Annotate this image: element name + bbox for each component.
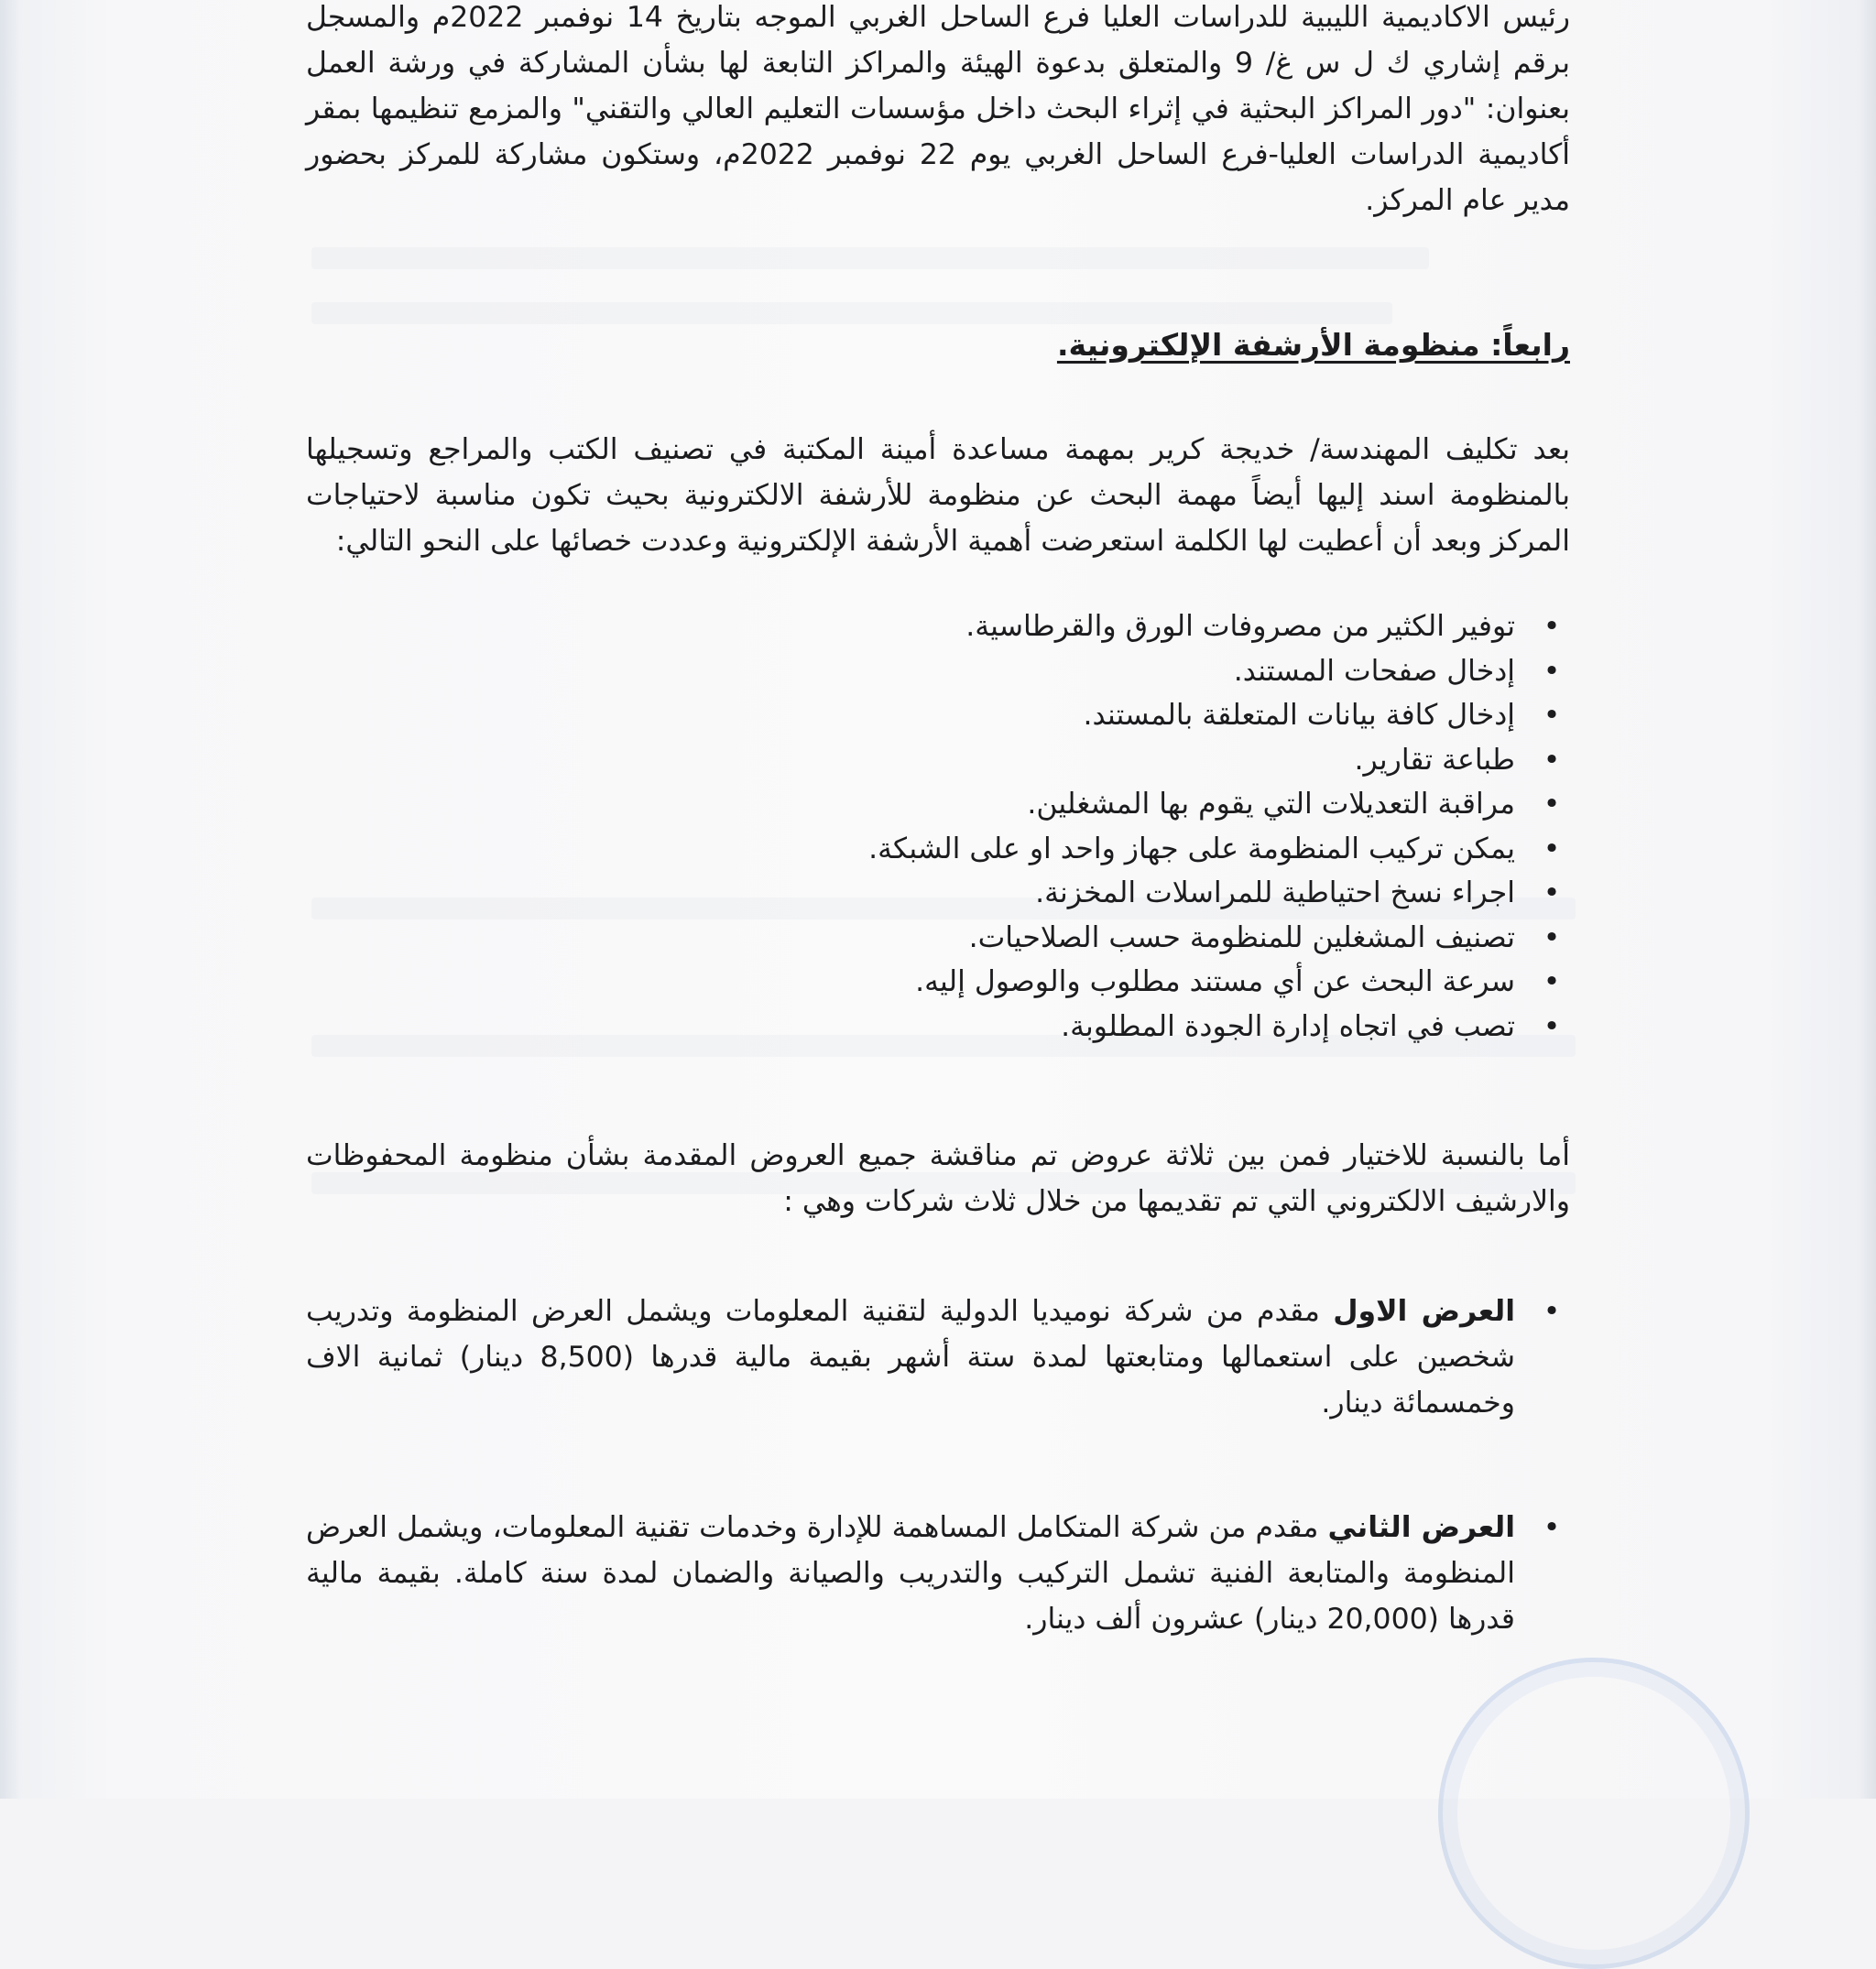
offers-intro-paragraph: أما بالنسبة للاختيار فمن بين ثلاثة عروض تم مناقشة جميع العروض المقدمة بشأن منظومة المحفوظات والارشيف الالكتروني التي تم تقديمها من خلال ثلاث شركات وهي :	[306, 1139, 1570, 1218]
list-item: • مراقبة التعديلات التي يقوم بها المشغلين.	[306, 782, 1515, 827]
document-body	[306, 0, 1570, 1721]
list-item: • اجراء نسخ احتياطية للمراسلات المخزنة.	[306, 871, 1515, 916]
offer-item-1	[306, 1289, 1515, 1426]
list-item: • يمكن تركيب المنظومة على جهاز واحد او على الشبكة.	[306, 827, 1515, 872]
official-stamp	[1438, 1658, 1750, 1969]
list-item: • تصب في اتجاه إدارة الجودة المطلوبة.	[306, 1005, 1515, 1050]
page-edge-right	[1860, 0, 1876, 1799]
list-item: • توفير الكثير من مصروفات الورق والقرطاسية.	[306, 604, 1515, 649]
section-heading: رابعاً: منظومة الأرشفة الإلكترونية.	[1056, 327, 1570, 363]
features-list	[306, 604, 1570, 1049]
offer-text: مقدم من شركة المتكامل المساهمة للإدارة وخدمات تقنية المعلومات، ويشمل العرض المنظومة والمتابعة الفنية تشمل التركيب والتدريب والصيانة والضمان لمدة سنة كاملة. بقيمة مالية قدرها (20,000 دينار) عشرون ألف دينار.	[306, 1511, 1515, 1636]
list-item: • سرعة البحث عن أي مستند مطلوب والوصول إليه.	[306, 960, 1515, 1005]
offers-list	[306, 1289, 1570, 1642]
section-paragraph: بعد تكليف المهندسة/ خديجة كرير بمهمة مساعدة أمينة المكتبة في تصنيف الكتب والمراجع وتسجيلها بالمنظومة اسند إليها أيضاً مهمة البحث عن منظومة للأرشفة الالكترونية بحيث تكون مناسبة لاحتياجات المركز وبعد أن أعطيت لها الكلمة استعرضت أهمية الأرشفة الإلكترونية وعددت خصائها على النحو التالي:	[306, 433, 1570, 558]
intro-paragraph: رئيس الاكاديمية الليبية للدراسات العليا فرع الساحل الغربي الموجه بتاريخ 14 نوفمبر 2022م والمسجل برقم إشاري ك ل س غ/ 9 والمتعلق بدعوة الهيئة والمراكز التابعة لها بشأن المشاركة في ورشة العمل بعنوان: "دور المراكز البحثية في إثراء البحث داخل مؤسسات التعليم العالي والتقني" والمزمع تنظيمها بمقر أكاديمية الدراسات العليا-فرع الساحل الغربي يوم 22 نوفمبر 2022م، وستكون مشاركة للمركز بحضور مدير عام المركز.	[306, 1, 1570, 217]
offer-text: مقدم من شركة نوميديا الدولية لتقنية المعلومات ويشمل العرض المنظومة وتدريب شخصين على استعمالها ومتابعتها لمدة ستة أشهر بقيمة مالية قدرها (8,500 دينار) ثمانية الاف وخمسمائة دينار.	[306, 1295, 1516, 1420]
list-item: • طباعة تقارير.	[306, 738, 1515, 783]
offer-item-2	[306, 1505, 1515, 1642]
offer-title: العرض الاول	[1333, 1295, 1515, 1328]
list-item: • إدخال كافة بيانات المتعلقة بالمستند.	[306, 693, 1515, 738]
list-item: • إدخال صفحات المستند.	[306, 649, 1515, 694]
list-item: • تصنيف المشغلين للمنظومة حسب الصلاحيات.	[306, 916, 1515, 961]
page-edge-left	[0, 0, 20, 1799]
offer-title: العرض الثاني	[1327, 1511, 1515, 1544]
